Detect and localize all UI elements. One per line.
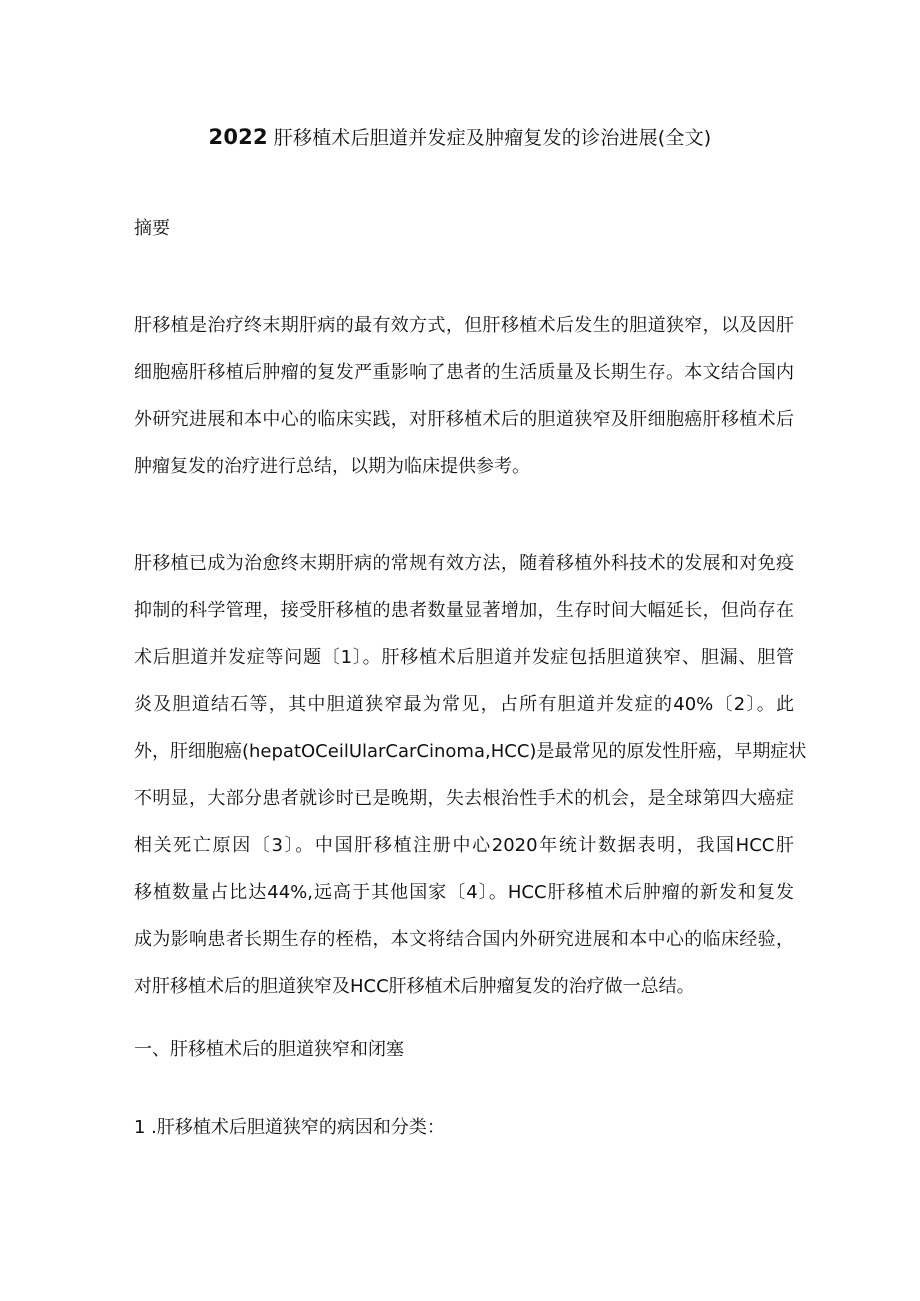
abstract-line: 肿瘤复发的治疗进行总结，以期为临床提供参考。 [134,456,530,477]
title-year: 2022 [208,125,268,149]
abstract-line: 外研究进展和本中心的临床实践，对肝移植术后的胆道狭窄及肝细胞癌肝移植术后 [134,409,794,430]
intro-line: 肝移植已成为治愈终末期肝病的常规有效方法，随着移植外科技术的发展和对免疫 [134,553,794,574]
abstract-paragraph [134,302,794,490]
intro-line: 炎及胆道结石等，其中胆道狭窄最为常见，占所有胆道并发症的40%〔2〕。此 [134,694,794,715]
section-heading: 一、肝移植术后的胆道狭窄和闭塞 [134,1039,404,1060]
abstract-heading: 摘要 [134,218,170,239]
intro-line: 成为影响患者长期生存的桎梏，本文将结合国内外研究进展和本中心的临床经验， [134,929,794,950]
document-title [0,122,920,153]
abstract-line: 细胞癌肝移植后肿瘤的复发严重影响了患者的生活质量及长期生存。本文结合国内 [134,362,794,383]
title-text: 肝移植术后胆道并发症及肿瘤复发的诊治进展(全文) [273,127,712,149]
intro-line: 抑制的科学管理，接受肝移植的患者数量显著增加，生存时间大幅延长，但尚存在 [134,600,794,621]
intro-line: 移植数量占比达44%,远高于其他国家〔4〕。HCC肝移植术后肿瘤的新发和复发 [134,882,794,903]
intro-line: 不明显，大部分患者就诊时已是晚期，失去根治性手术的机会，是全球第四大癌症 [134,788,794,809]
abstract-line: 肝移植是治疗终末期肝病的最有效方式，但肝移植术后发生的胆道狭窄，以及因肝 [134,315,794,336]
intro-line: 相关死亡原因〔3〕。中国肝移植注册中心2020年统计数据表明，我国HCC肝 [134,835,794,856]
intro-paragraph [134,540,807,1010]
intro-line: 术后胆道并发症等问题〔1〕。肝移植术后胆道并发症包括胆道狭窄、胆漏、胆管 [134,647,794,668]
subsection-heading: 1 .肝移植术后胆道狭窄的病因和分类： [134,1117,445,1138]
intro-line: 外，肝细胞癌(hepatOCeilUlarCarCinoma,HCC)是最常见的原发性肝癌，早期症状 [134,741,807,762]
intro-line: 对肝移植术后的胆道狭窄及HCC肝移植术后肿瘤复发的治疗做一总结。 [134,976,695,997]
